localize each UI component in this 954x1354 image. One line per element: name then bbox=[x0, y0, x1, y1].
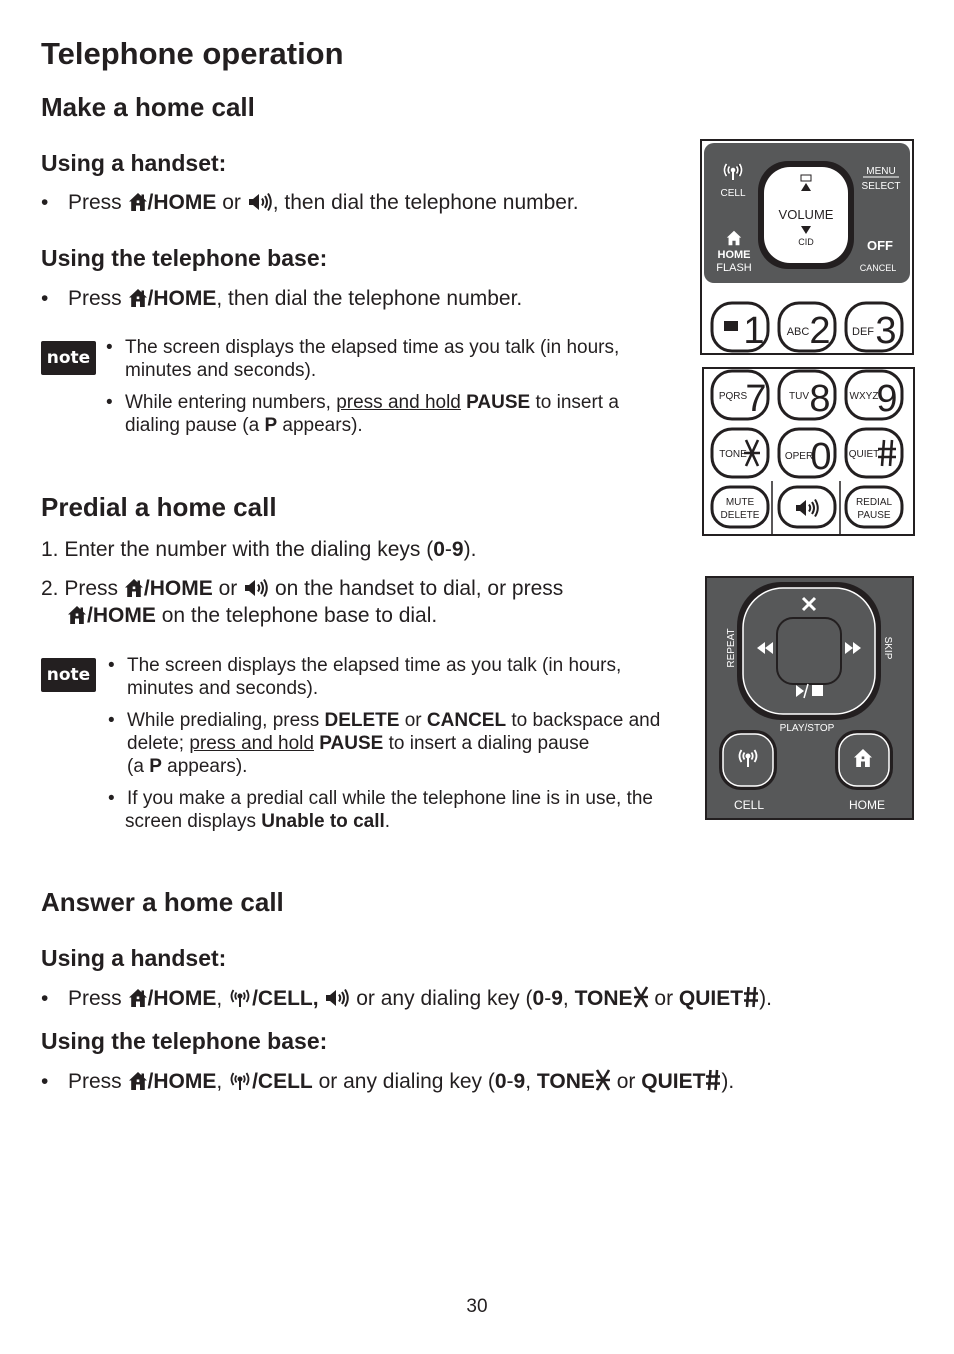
step-2: 2. Press /HOME or on the handset to dial, or press bbox=[41, 577, 564, 600]
key-7-digit: 7 bbox=[745, 378, 767, 420]
speaker-icon bbox=[243, 578, 269, 598]
select-label: SELECT bbox=[861, 181, 901, 192]
off-label: OFF bbox=[867, 238, 893, 253]
subheading-using-handset: Using a handset: bbox=[41, 945, 227, 971]
note-badge: note bbox=[41, 341, 96, 375]
home-icon bbox=[128, 192, 148, 212]
home-icon bbox=[124, 578, 144, 598]
base-home-label: HOME bbox=[849, 798, 885, 812]
section-title-make-home-call: Make a home call bbox=[41, 92, 255, 122]
flash-label: FLASH bbox=[716, 262, 752, 274]
base-illustration bbox=[705, 576, 914, 820]
key-9-digit: 9 bbox=[876, 378, 898, 420]
step-1: 1. Enter the number with the dialing keys (0-9). bbox=[41, 538, 477, 561]
skip-label: SKIP bbox=[882, 636, 893, 660]
key-0-digit: 0 bbox=[810, 436, 832, 478]
menu-label: MENU bbox=[866, 166, 896, 177]
key-8-digit: 8 bbox=[809, 378, 831, 420]
redial-label: REDIAL bbox=[855, 497, 893, 508]
key-3-letters: DEF bbox=[852, 326, 874, 338]
home-icon bbox=[67, 605, 87, 625]
key-hash-letters: QUIET bbox=[848, 449, 880, 460]
page-title: Telephone operation bbox=[41, 36, 344, 71]
cancel-label: CANCEL bbox=[859, 263, 897, 273]
pause-label: PAUSE bbox=[857, 510, 891, 521]
cell-icon bbox=[228, 1071, 252, 1091]
delete-label: DELETE bbox=[720, 510, 760, 521]
cid-label: CID bbox=[798, 237, 814, 247]
base-cell-label: CELL bbox=[733, 798, 765, 812]
key-2-letters: ABC bbox=[786, 326, 810, 338]
speaker-icon bbox=[324, 988, 350, 1008]
subheading-using-handset: Using a handset: bbox=[41, 150, 227, 176]
key-3-digit: 3 bbox=[875, 310, 897, 352]
home-icon bbox=[128, 1071, 148, 1091]
subheading-using-base: Using the telephone base: bbox=[41, 245, 328, 271]
cell-icon bbox=[228, 988, 252, 1008]
key-0-letters: OPER bbox=[784, 451, 814, 462]
subheading-using-base: Using the telephone base: bbox=[41, 1028, 328, 1054]
mute-label: MUTE bbox=[725, 497, 755, 508]
tone-star-icon bbox=[595, 1069, 611, 1091]
repeat-label: REPEAT bbox=[726, 628, 737, 668]
note-badge: note bbox=[41, 658, 96, 692]
handset-top-illustration bbox=[700, 139, 914, 355]
key-star-letters: TONE bbox=[719, 449, 747, 460]
page-number: 30 bbox=[466, 1296, 488, 1317]
key-9-letters: WXYZ bbox=[849, 391, 879, 402]
home-icon bbox=[128, 288, 148, 308]
home-icon bbox=[128, 988, 148, 1008]
play-stop-label: PLAY/STOP bbox=[779, 723, 835, 734]
volume-label: VOLUME bbox=[778, 207, 834, 222]
step-2-continued: /HOME on the telephone base to dial. bbox=[67, 602, 437, 629]
key-2-digit: 2 bbox=[809, 310, 831, 352]
home-softkey-label: HOME bbox=[717, 249, 751, 261]
tone-star-icon bbox=[633, 986, 649, 1008]
quiet-hash-icon bbox=[743, 986, 759, 1008]
section-title-predial-home-call: Predial a home call bbox=[41, 492, 277, 522]
key-1-digit: 1 bbox=[743, 310, 765, 352]
section-title-answer-home-call: Answer a home call bbox=[41, 887, 284, 917]
cell-softkey-label: CELL bbox=[720, 188, 746, 199]
key-7-letters: PQRS bbox=[718, 391, 748, 402]
key-8-letters: TUV bbox=[789, 391, 809, 402]
speaker-icon bbox=[247, 192, 273, 212]
quiet-hash-icon bbox=[705, 1069, 721, 1091]
handset-keypad-illustration bbox=[702, 367, 915, 536]
